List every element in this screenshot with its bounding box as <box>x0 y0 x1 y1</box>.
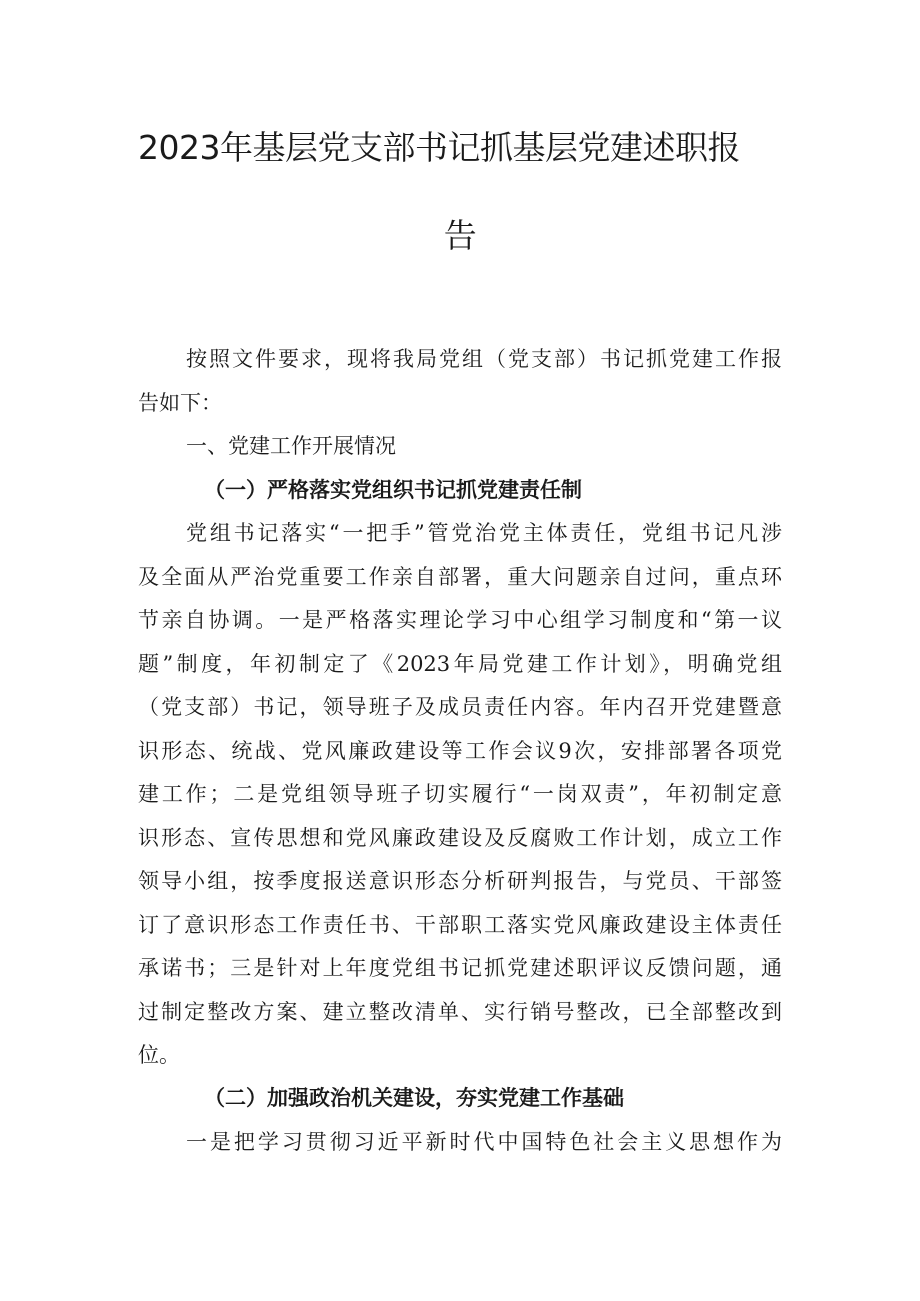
paragraph-line: 识形态、统战、党风廉政建设等工作会议9次，安排部署各项党 <box>138 739 782 763</box>
subsection-1-heading: （一）严格落实党组织书记抓党建责任制 <box>204 477 582 502</box>
document-title-line-1: 2023年基层党支部书记抓基层党建述职报 <box>138 128 740 167</box>
paragraph-line: 位。 <box>138 1043 180 1067</box>
paragraph-line: 订了意识形态工作责任书、干部职工落实党风廉政建设主体责任 <box>138 913 782 937</box>
section-1-heading: 一、党建工作开展情况 <box>186 434 396 458</box>
paragraph-line: 过制定整改方案、建立整改清单、实行销号整改，已全部整改到 <box>138 1000 782 1024</box>
subsection-2-heading: （二）加强政治机关建设，夯实党建工作基础 <box>204 1085 624 1110</box>
paragraph-line: （党支部）书记，领导班子及成员责任内容。年内召开党建暨意 <box>138 695 782 719</box>
paragraph-line: 建工作；二是党组领导班子切实履行“一岗双责”，年初制定意 <box>138 782 782 806</box>
paragraph-line: 党组书记落实“一把手”管党治党主体责任，党组书记凡涉 <box>186 521 782 545</box>
paragraph-line: 及全面从严治党重要工作亲自部署，重大问题亲自过问，重点环 <box>138 565 782 589</box>
intro-line-1: 按照文件要求，现将我局党组（党支部）书记抓党建工作报 <box>186 347 782 371</box>
paragraph-line: 识形态、宣传思想和党风廉政建设及反腐败工作计划，成立工作 <box>138 826 782 850</box>
paragraph-line: 节亲自协调。一是严格落实理论学习中心组学习制度和“第一议 <box>138 608 782 632</box>
intro-line-2: 告如下： <box>138 391 222 415</box>
paragraph-line: 一是把学习贯彻习近平新时代中国特色社会主义思想作为 <box>186 1130 782 1154</box>
document-title-line-2: 告 <box>443 216 477 255</box>
paragraph-line: 领导小组，按季度报送意识形态分析研判报告，与党员、干部签 <box>138 869 782 893</box>
paragraph-line: 题”制度，年初制定了《2023年局党建工作计划》，明确党组 <box>138 652 782 676</box>
paragraph-line: 承诺书；三是针对上年度党组书记抓党建述职评议反馈问题，通 <box>138 956 782 980</box>
